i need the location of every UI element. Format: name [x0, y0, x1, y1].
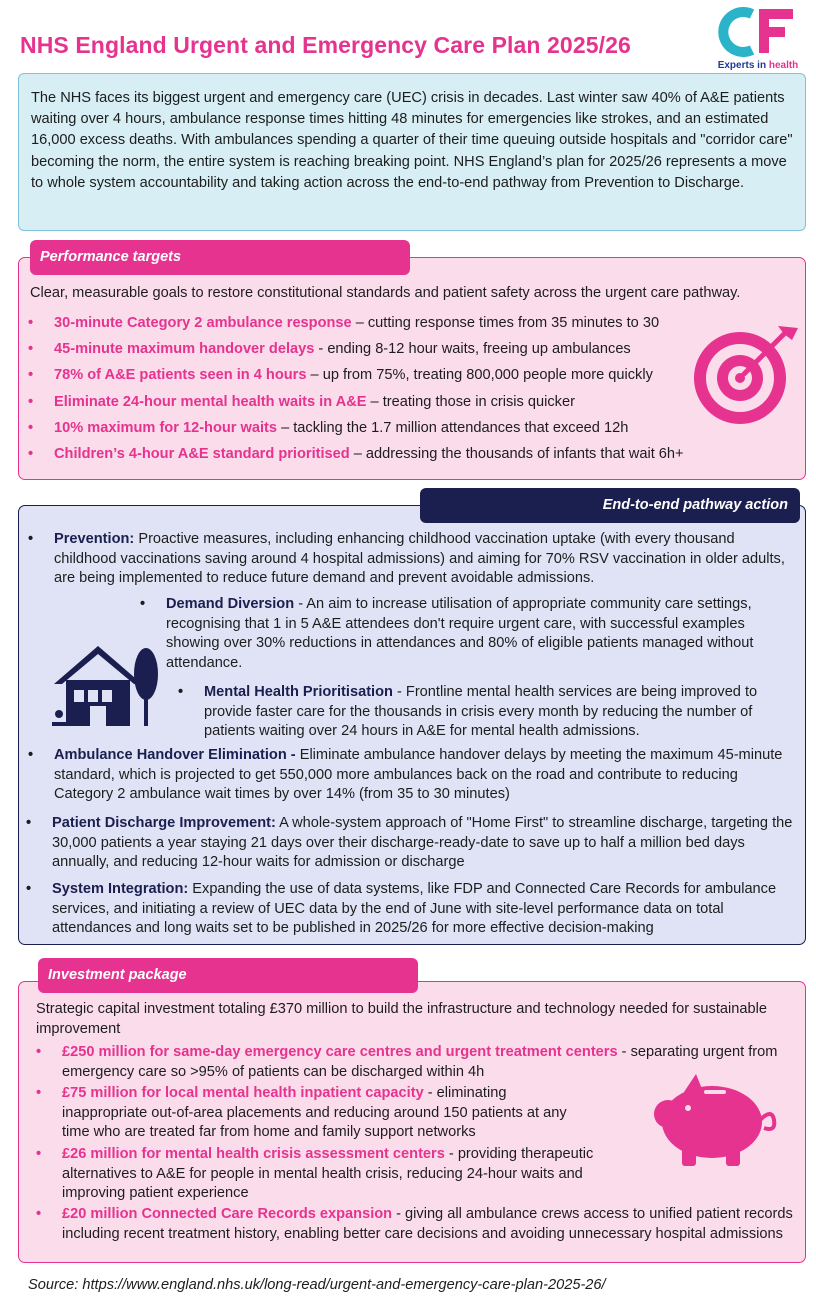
pathway-item-discharge: • Patient Discharge Improvement: A whole-system approach of "Home First" to streamline discharge, targeting the 30,000 patients a year staying 21 days over their discharge-ready-date to save up to half a million bed days annually, and reducing 12-hour waits for admission or discharge	[26, 815, 793, 871]
list-item: • 78% of A&E patients seen in 4 hours – up from 75%, treating 800,000 people more quickly	[26, 365, 716, 391]
list-item: • 10% maximum for 12-hour waits – tackling the 1.7 million attendances that exceed 12h	[26, 418, 716, 444]
pathway-header: End-to-end pathway action	[420, 488, 800, 523]
intro-box: The NHS faces its biggest urgent and emergency care (UEC) crisis in decades. Last winter saw 40% of A&E patients waiting over 4 hours, ambulance response times hitting 48 minutes for emergencies like strokes, and an estimated 16,000 excess deaths. With ambulances spending a quarter of their time queuing outside hospitals and "corridor care" becoming the norm, the entire system is reaching breaking point. NHS England’s plan for 2025/26 represents a move to whole system accountability and taking action across the end-to-end pathway from Prevention to Discharge.	[18, 73, 806, 231]
investment-item-20m: • £20 million Connected Care Records expansion - giving all ambulance crews access to unified patient records including recent treatment history, enabling better care decisions and avoiding unnecessary hospital admissions	[36, 1206, 793, 1242]
list-item: • 45-minute maximum handover delays - ending 8-12 hour waits, freeing up ambulances	[26, 339, 716, 365]
investment-intro: Strategic capital investment totaling £370 million to build the infrastructure and technology needed for sustainable improvement	[36, 1001, 767, 1037]
cf-logo	[712, 6, 804, 76]
performance-list	[26, 313, 716, 470]
house-icon	[50, 640, 160, 728]
pathway-item-mental-health: • Mental Health Prioritisation - Frontline mental health services are being improved to provide faster care for the thousands in crisis every month by reducing the number of patients waiting over 24 hours in A&E for mental health admissions.	[178, 684, 758, 740]
source-citation: Source: https://www.england.nhs.uk/long-read/urgent-and-emergency-care-plan-2025-26/	[28, 1277, 606, 1293]
list-item: • Eliminate 24-hour mental health waits in A&E – treating those in crisis quicker	[26, 392, 716, 418]
cf-logo-mark	[712, 6, 804, 60]
list-item: • 30-minute Category 2 ambulance response – cutting response times from 35 minutes to 30	[26, 313, 716, 339]
logo-tagline: Experts in health	[717, 60, 799, 71]
target-icon	[688, 318, 800, 430]
piggy-bank-icon	[650, 1070, 780, 1170]
investment-item-75m: • £75 million for local mental health inpatient capacity - eliminating inappropriate out-of-area placements and reducing around 150 patients at any time who are treated far from home and family support networks	[36, 1085, 567, 1141]
pathway-item-demand-diversion: • Demand Diversion - An aim to increase utilisation of appropriate community care settings, recognising that 1 in 5 A&E attendees don't require urgent care, with successful examples showing over 30% reductions in attendances and 80% of eligible patients managed without attendance.	[140, 596, 754, 671]
pathway-item-system-integration: • System Integration: Expanding the use of data systems, like FDP and Connected Care Records for ambulance services, and initiating a review of UEC data by the end of June with site-level performance data on total attendances and long waits set to be published in 2025/26 for more effective decision-making	[26, 881, 777, 937]
investment-header: Investment package	[38, 958, 418, 993]
investment-item-26m: • £26 million for mental health crisis assessment centers - providing therapeutic alternatives to A&E for people in mental health crisis, reducing 24-hour waits and improving patient experience	[36, 1146, 594, 1202]
page-title: NHS England Urgent and Emergency Care Plan 2025/26	[20, 32, 631, 58]
investment-item-250m: • £250 million for same-day emergency care centres and urgent treatment centers - separating urgent from emergency care so >95% of patients can be discharged within 4h	[36, 1044, 778, 1080]
pathway-item-prevention: • Prevention: Proactive measures, including enhancing childhood vaccination uptake (with every thousand childhood vaccinations saving around 4 hospital admissions) and aiming for 70% RSV vaccination in older adults, are being implemented to reduce future demand and prevent avoidable admissions.	[28, 531, 785, 587]
pathway-item-ambulance-handover: • Ambulance Handover Elimination - Eliminate ambulance handover delays by meeting the maximum 45-minute standard, which is projected to get 550,000 more ambulances back on the road and contribute to reducing Category 2 ambulance wait times by over 14% (from 35 to 30 minutes)	[28, 747, 783, 803]
performance-intro: Clear, measurable goals to restore constitutional standards and patient safety across the urgent care pathway.	[30, 285, 741, 301]
performance-header: Performance targets	[30, 240, 410, 275]
list-item: • Children’s 4-hour A&E standard prioritised – addressing the thousands of infants that wait 6h+	[26, 444, 716, 470]
